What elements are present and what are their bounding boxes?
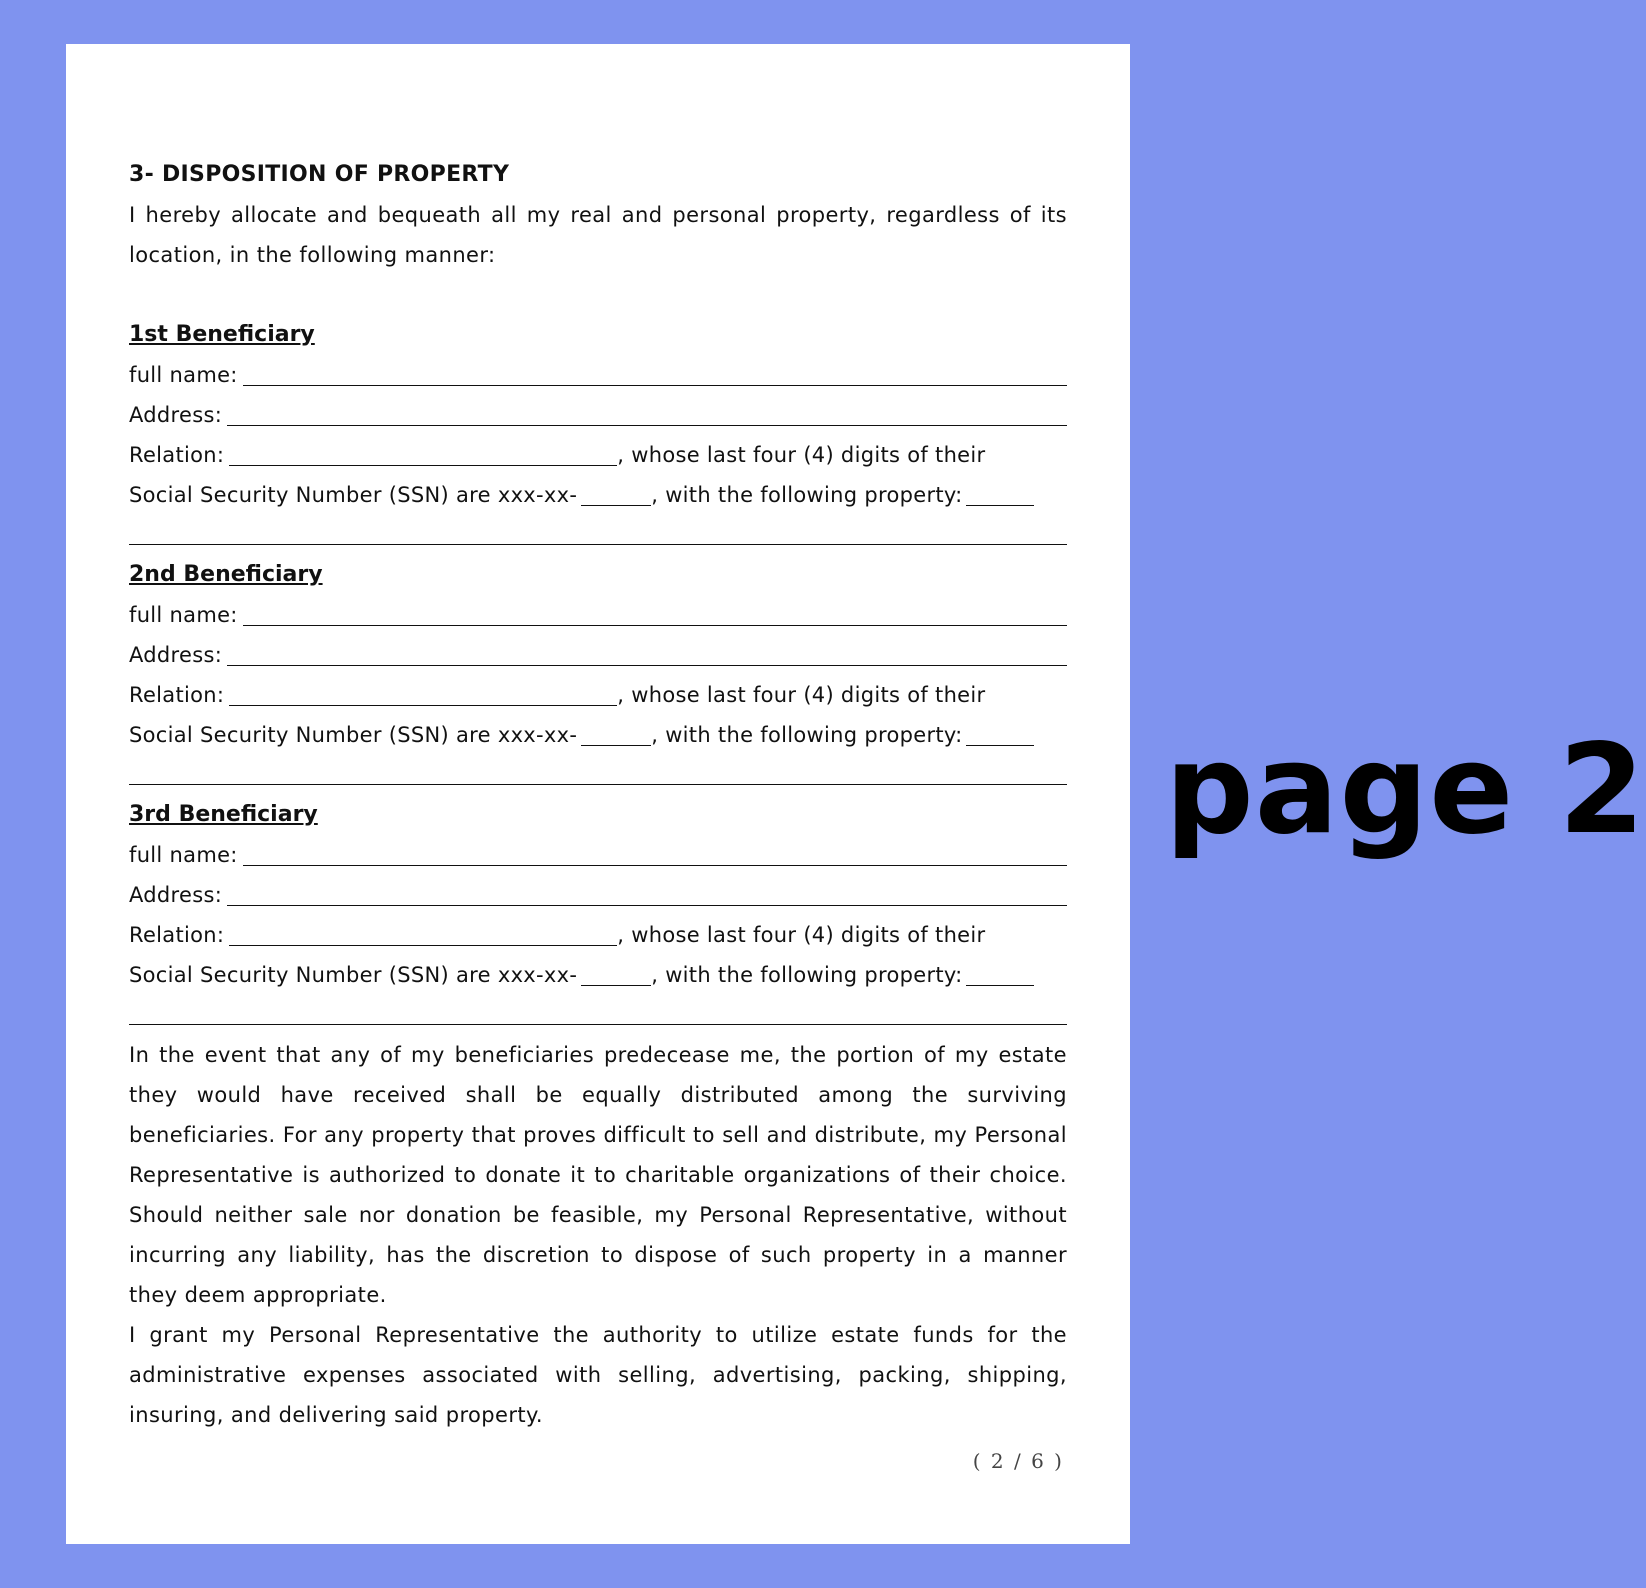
predecease-paragraph: In the event that any of my beneficiaries predecease me, the portion of my estate they would have received shall be equally distributed among the surviving beneficiaries. For any property that proves difficult to sell and distribute, my Personal Representative is authorized to donate it to charitable organizations of their choice. Should neither sale nor donation be feasible, my Personal Representative, without incurring any liability, has the discretion to dispose of such property in a manner they deem appropriate. [129,1043,1067,1307]
expenses-paragraph: I grant my Personal Representative the authority to utilize estate funds for the administrative expenses associated with selling, advertising, packing, shipping, insuring, and delivering said property. [129,1323,1067,1427]
relation-suffix: , whose last four (4) digits of their [617,683,986,707]
property-continuation-line[interactable] [129,995,1067,1035]
full-name-row [129,835,1067,875]
relation-label: Relation: [129,923,225,947]
ssn-label: Social Security Number (SSN) are xxx-xx- [129,723,578,747]
relation-row [129,435,1067,475]
address-field[interactable] [227,905,1067,906]
beneficiary-block-2 [129,555,1067,795]
relation-row [129,915,1067,955]
relation-suffix: , whose last four (4) digits of their [617,923,986,947]
address-row [129,395,1067,435]
relation-label: Relation: [129,443,225,467]
ssn-field[interactable] [581,985,651,986]
relation-suffix: , whose last four (4) digits of their [617,443,986,467]
full-name-field[interactable] [243,385,1067,386]
full-name-row [129,595,1067,635]
property-label: , with the following property: [651,723,963,747]
document-page [66,44,1130,1544]
property-continuation-line[interactable] [129,515,1067,555]
intro-paragraph: I hereby allocate and bequeath all my real and personal property, regardless of its location, in the following manner: [129,203,1067,267]
ssn-row [129,475,1067,515]
address-row [129,875,1067,915]
relation-field[interactable] [229,705,617,706]
full-name-row [129,355,1067,395]
address-field[interactable] [227,425,1067,426]
document-content [129,155,1067,1435]
address-label: Address: [129,883,223,907]
property-label: , with the following property: [651,483,963,507]
page-number: ( 2 / 6 ) [972,1449,1064,1473]
ssn-field[interactable] [581,745,651,746]
ssn-field[interactable] [581,505,651,506]
address-label: Address: [129,403,223,427]
address-label: Address: [129,643,223,667]
section-title: 3- DISPOSITION OF PROPERTY [129,162,510,187]
relation-label: Relation: [129,683,225,707]
full-name-label: full name: [129,603,238,627]
ssn-label: Social Security Number (SSN) are xxx-xx- [129,483,578,507]
property-label: , with the following property: [651,963,963,987]
property-field[interactable] [966,985,1034,986]
property-field[interactable] [966,745,1034,746]
ssn-label: Social Security Number (SSN) are xxx-xx- [129,963,578,987]
full-name-field[interactable] [243,625,1067,626]
address-field[interactable] [227,665,1067,666]
ssn-row [129,955,1067,995]
full-name-label: full name: [129,843,238,867]
relation-row [129,675,1067,715]
beneficiary-heading: 1st Beneficiary [129,322,315,347]
full-name-label: full name: [129,363,238,387]
relation-field[interactable] [229,945,617,946]
ssn-row [129,715,1067,755]
beneficiary-block-1 [129,315,1067,555]
property-continuation-line[interactable] [129,755,1067,795]
property-field[interactable] [966,505,1034,506]
beneficiary-block-3 [129,795,1067,1035]
page-label: page 2 [1165,718,1646,862]
address-row [129,635,1067,675]
full-name-field[interactable] [243,865,1067,866]
beneficiary-heading: 3rd Beneficiary [129,802,318,827]
beneficiary-heading: 2nd Beneficiary [129,562,323,587]
relation-field[interactable] [229,465,617,466]
